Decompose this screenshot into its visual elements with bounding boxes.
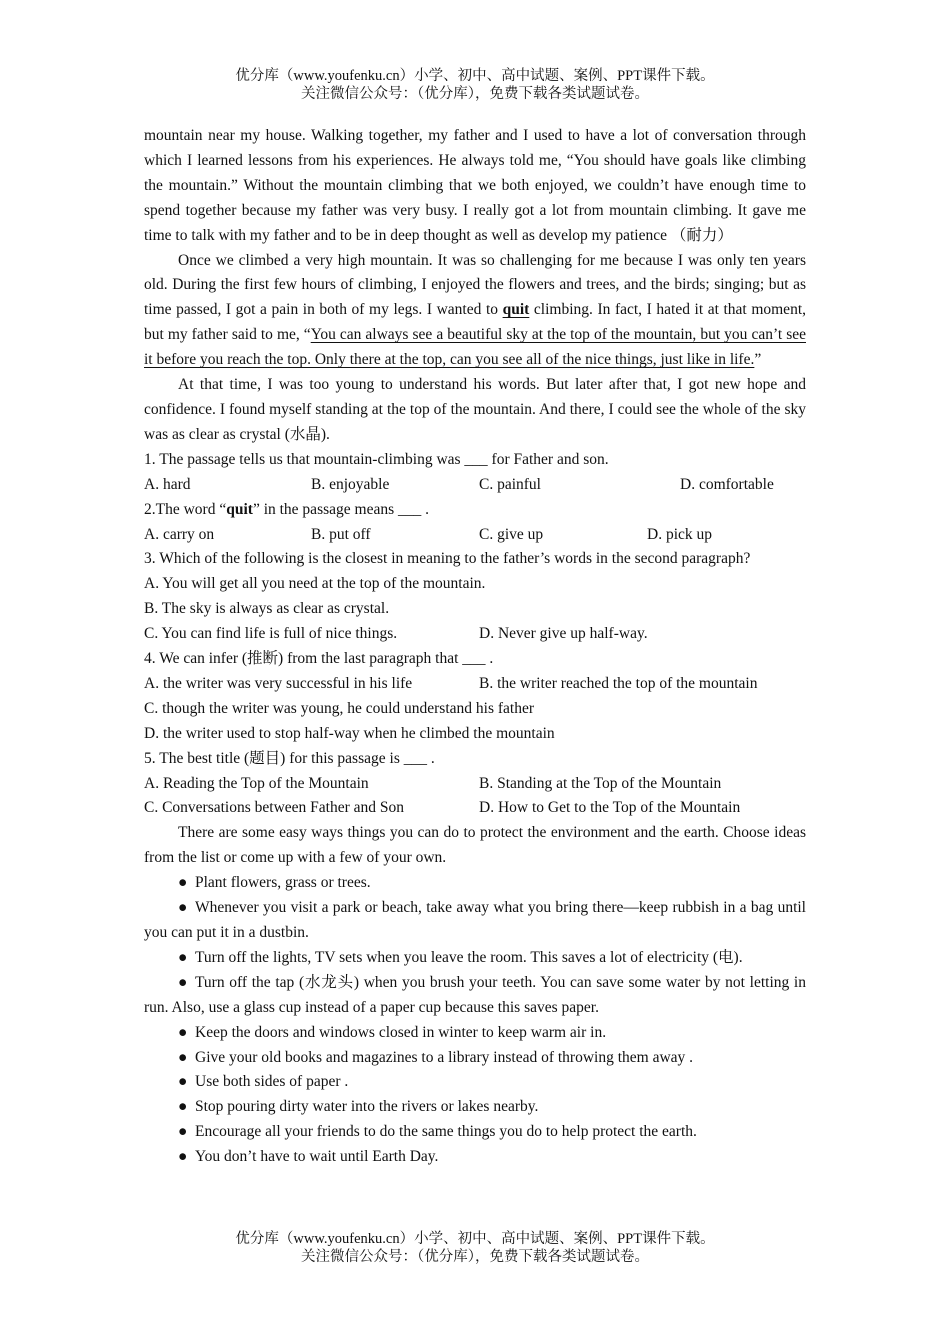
header-line-1: 优分库（www.youfenku.cn）小学、初中、高中试题、案例、PPT课件下载。	[235, 68, 715, 84]
tip-4-text: Turn off the tap (水龙头) when you brush your teeth. You can save some water by not letting in run. Also, use a glass cup instead of a paper cup because this saves paper.	[144, 973, 806, 1016]
bullet-icon: ●	[178, 1073, 188, 1091]
tip-10-text: You don’t have to wait until Earth Day.	[195, 1148, 439, 1166]
q4-options-ab	[144, 672, 806, 697]
footer-line-2: 关注微信公众号：（优分库），免费下载各类试题试卷。	[301, 1249, 649, 1265]
q5-options-cd	[144, 796, 806, 821]
q1-option-d: D. comfortable	[680, 475, 774, 493]
tip-5	[144, 1021, 806, 1046]
q2-option-b: B. put off	[311, 525, 371, 543]
question-2	[144, 498, 806, 523]
tip-2-text: Whenever you visit a park or beach, take away what you bring there—keep rubbish in a bag until you can put it in a dustbin.	[144, 899, 806, 941]
q4-option-c: C. though the writer was young, he could understand his father	[144, 699, 534, 717]
question-1-options	[144, 473, 806, 498]
bullet-icon: ●	[178, 1098, 188, 1116]
q5-option-c: C. Conversations between Father and Son	[144, 799, 405, 817]
passage1-paragraph-1: mountain near my house. Walking together, my father and I used to have a lot of conversation through which I learned lessons from his experiences. He always told me, “You should have goals like climbing the mountain.” Without the mountain climbing that we both enjoyed, we couldn’t have enough time to spend together because my father was very busy. I really got a lot from mountain climbing. It gave me time to talk with my father and to be in deep thought as well as develop my patience （耐力）	[144, 127, 806, 244]
para2-text-b: climbing. In fact, I hated it at that moment, but my father said to me, “	[144, 301, 806, 344]
q2-quit-word: quit	[226, 500, 253, 518]
q3-option-c: C. You can find life is full of nice things.	[144, 625, 398, 643]
tip-7-text: Use both sides of paper .	[195, 1073, 349, 1091]
bullet-icon: ●	[178, 874, 188, 892]
tip-6-text: Give your old books and magazines to a library instead of throwing them away .	[195, 1048, 694, 1066]
tip-9-text: Encourage all your friends to do the same things you do to help protect the earth.	[195, 1123, 697, 1141]
bullet-icon: ●	[178, 1123, 188, 1141]
tip-8	[144, 1095, 806, 1120]
tip-5-text: Keep the doors and windows closed in winter to keep warm air in.	[195, 1023, 607, 1041]
question-5: 5. The best title (题目) for this passage is ___ .	[144, 749, 435, 767]
bullet-icon: ●	[178, 973, 188, 991]
q2-text-b: ” in the passage means ___ .	[252, 500, 429, 518]
passage2-intro: There are some easy ways things you can do to protect the environment and the earth. Choose ideas from the list or come up with a few of your own.	[144, 824, 806, 867]
q3-option-b: B. The sky is always as clear as crystal.	[144, 600, 390, 618]
bullet-icon: ●	[178, 899, 188, 917]
page-header	[0, 67, 950, 103]
tip-7	[144, 1070, 806, 1095]
q3-option-d: D. Never give up half-way.	[479, 625, 648, 643]
q1-option-b: B. enjoyable	[311, 475, 390, 493]
father-quote-underlined: You can always see a beautiful sky at the top of the mountain, but you can’t see it before you reach the top. Only there at the top, can you see all of the nice things, just like in life.	[144, 326, 806, 369]
para2-quote-end: ”	[754, 351, 762, 369]
q2-option-d: D. pick up	[647, 525, 713, 543]
q5-option-d: D. How to Get to the Top of the Mountain	[479, 799, 741, 817]
tip-1-text: Plant flowers, grass or trees.	[195, 874, 371, 892]
question-3: 3. Which of the following is the closest in meaning to the father’s words in the second paragraph?	[144, 550, 751, 568]
tip-3	[144, 946, 806, 971]
q1-option-a: A. hard	[144, 475, 191, 493]
page-footer	[0, 1230, 950, 1266]
bullet-icon: ●	[178, 1023, 188, 1041]
q3-options-cd	[144, 622, 806, 647]
q2-option-c: C. give up	[479, 525, 544, 543]
tip-4	[144, 971, 806, 1021]
tip-3-text: Turn off the lights, TV sets when you leave the room. This saves a lot of electricity (电).	[195, 948, 743, 966]
q4-option-d: D. the writer used to stop half-way when he climbed the mountain	[144, 724, 555, 742]
q5-options-ab	[144, 772, 806, 797]
bullet-icon: ●	[178, 1048, 188, 1066]
q2-option-a: A. carry on	[144, 525, 215, 543]
q3-option-a: A. You will get all you need at the top of the mountain.	[144, 575, 486, 593]
bullet-icon: ●	[178, 948, 188, 966]
tip-10	[144, 1145, 806, 1170]
tip-1	[144, 871, 806, 896]
question-4: 4. We can infer (推断) from the last paragraph that ___ .	[144, 650, 494, 668]
question-2-options	[144, 523, 806, 548]
quit-word: quit	[502, 301, 530, 319]
tip-8-text: Stop pouring dirty water into the rivers or lakes nearby.	[195, 1098, 539, 1116]
footer-line-1: 优分库（www.youfenku.cn）小学、初中、高中试题、案例、PPT课件下载。	[235, 1231, 715, 1247]
q5-option-b: B. Standing at the Top of the Mountain	[479, 774, 722, 792]
q4-option-a: A. the writer was very successful in his life	[144, 674, 413, 692]
question-1: 1. The passage tells us that mountain-climbing was ___ for Father and son.	[144, 450, 609, 468]
bullet-icon: ●	[178, 1148, 188, 1166]
q1-option-c: C. painful	[479, 475, 541, 493]
q5-option-a: A. Reading the Top of the Mountain	[144, 774, 369, 792]
header-line-2: 关注微信公众号：（优分库），免费下载各类试题试卷。	[301, 86, 649, 102]
passage1-paragraph-2	[144, 249, 806, 374]
q2-text-a: 2.The word “	[144, 500, 227, 518]
document-body	[144, 124, 806, 1170]
tip-2	[144, 896, 806, 946]
q4-option-b: B. the writer reached the top of the mountain	[479, 674, 758, 692]
passage1-paragraph-3: At that time, I was too young to understand his words. But later after that, I got new hope and confidence. I found myself standing at the top of the mountain. And there, I could see the whole of the sky was as clear as crystal (水晶).	[144, 376, 806, 443]
tip-6	[144, 1046, 806, 1071]
tip-9	[144, 1120, 806, 1145]
para2-text-a: Once we climbed a very high mountain. It was so challenging for me because I was only ten years old. During the first few hours of climbing, I enjoyed the flowers and trees, and the birds; singing; but as time passed, I got a pain in both of my legs. I wanted to	[144, 251, 806, 319]
